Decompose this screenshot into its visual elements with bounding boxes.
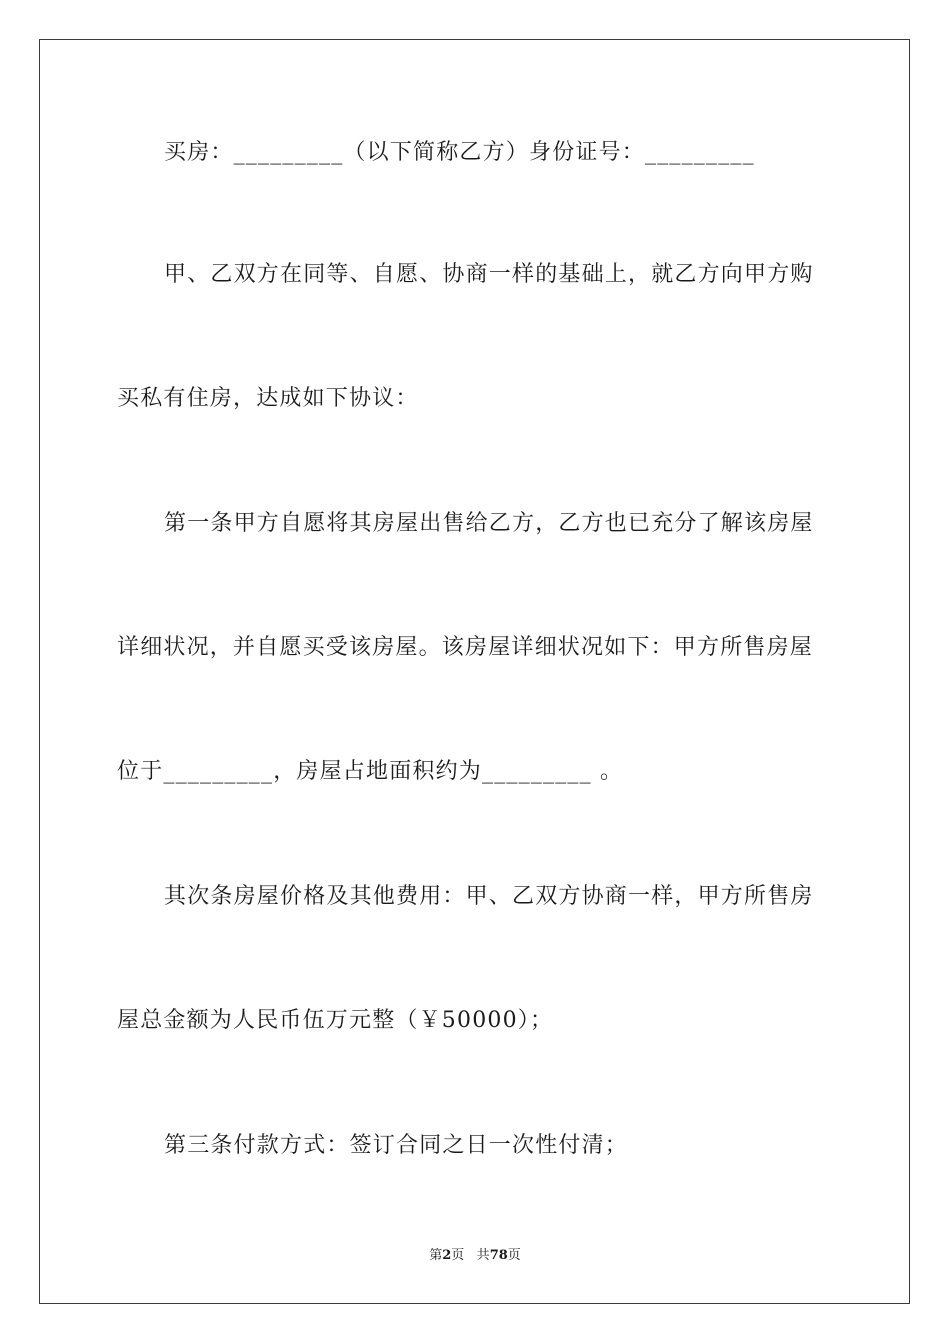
buyer-line: 买房：_________（以下简称乙方）身份证号：_________: [164, 140, 755, 165]
total-suffix: 页: [507, 1248, 521, 1263]
paragraph-line: 详细状况，并自愿买受该房屋。该房屋详细状况如下：甲方所售房屋: [117, 635, 814, 660]
total-prefix: 共: [476, 1248, 490, 1263]
paragraph-line: 屋总金额为人民币伍万元整（￥50000）；: [117, 1008, 554, 1033]
total-pages: 78: [489, 1248, 508, 1263]
clause-2-line: 其次条房屋价格及其他费用：甲、乙双方协商一样，甲方所售房: [164, 884, 814, 909]
paragraph-line: 位于_________，房屋占地面积约为_________ 。: [117, 759, 624, 784]
paragraph-line: 买私有住房，达成如下协议：: [117, 386, 419, 411]
paragraph-line: 甲、乙双方在同等、自愿、协商一样的基础上，就乙方向甲方购: [164, 262, 814, 287]
clause-3-line: 第三条付款方式：签订合同之日一次性付清；: [164, 1133, 629, 1158]
page-number: 2: [442, 1248, 452, 1263]
page-suffix: 页: [451, 1248, 465, 1263]
page-prefix: 第: [429, 1248, 443, 1263]
page-footer: [0, 1247, 950, 1265]
clause-1-line: 第一条甲方自愿将其房屋出售给乙方，乙方也已充分了解该房屋: [164, 511, 814, 536]
page-frame: [39, 39, 910, 1304]
